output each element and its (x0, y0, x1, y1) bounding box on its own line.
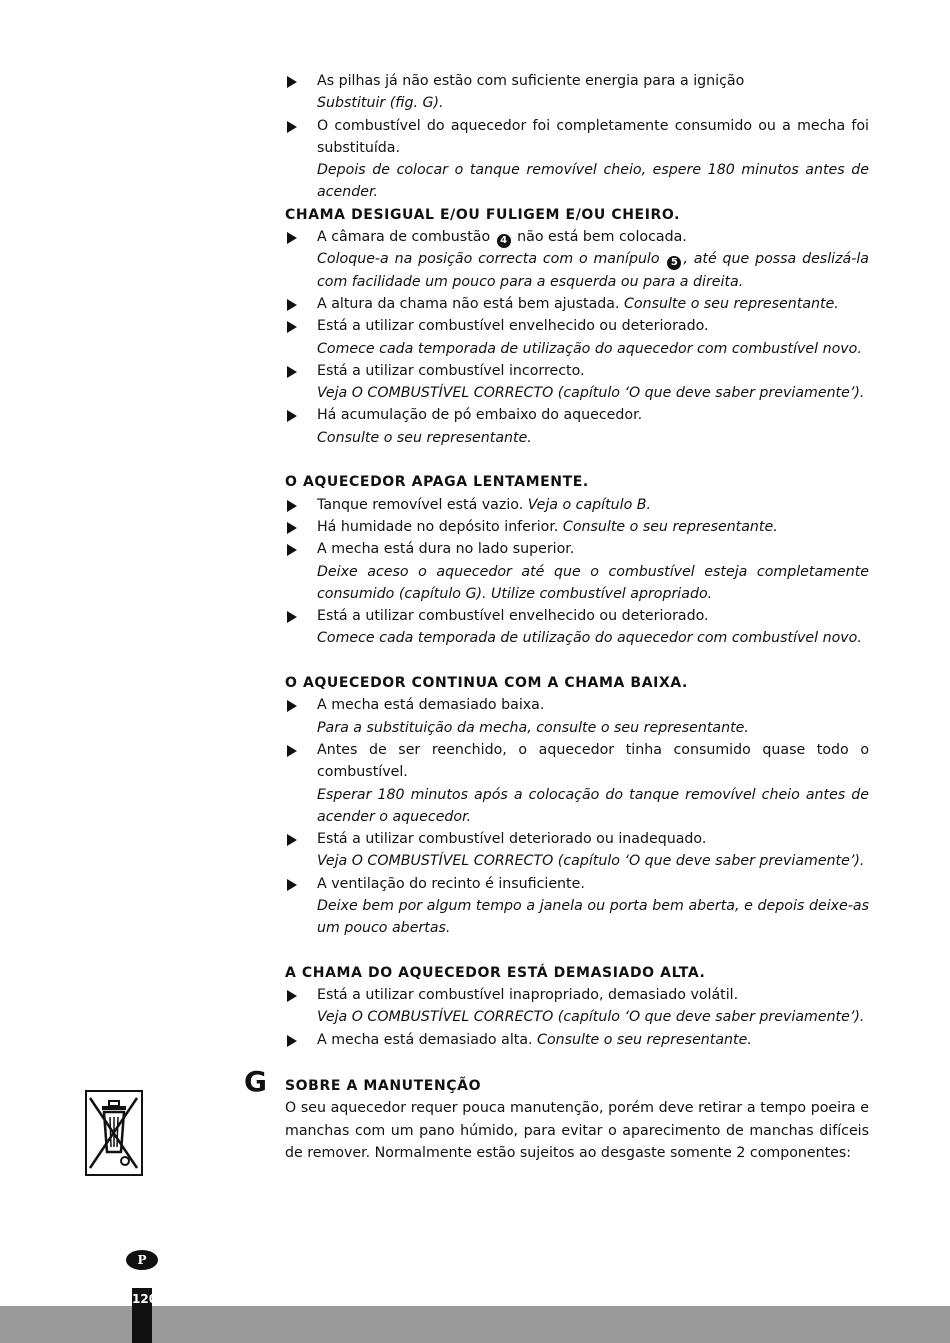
item-advice: Veja O COMBUSTÍVEL CORRECTO (capítulo ‘O que deve saber previamente’). (317, 853, 865, 870)
maintenance-body: O seu aquecedor requer pouca manutenção, porém deve retirar a tempo poeira e manchas com um pano húmido, para evitar o aparecimento de manchas difíceis de remover. Normalmente estão sujeitos ao desgaste somente 2 componentes: (285, 1100, 869, 1161)
triangle-bullet-icon (287, 299, 297, 311)
list-item (285, 315, 869, 360)
item-text: A câmara de combustão (317, 229, 495, 246)
item-advice-text: Consulte o seu representante. (624, 295, 839, 312)
list-item (285, 494, 869, 516)
triangle-bullet-icon (287, 700, 297, 712)
item-text: não está bem colocada. (512, 229, 687, 246)
item-advice: Esperar 180 minutos após a colocação do tanque removível cheio antes de acender o aquecedor. (317, 786, 869, 825)
list-item (285, 293, 869, 315)
item-advice: Comece cada temporada de utilização do aquecedor com combustível novo. (317, 630, 862, 647)
triangle-bullet-icon (287, 879, 297, 891)
item-advice-text: Coloque-a na posição correcta com o manípulo (317, 251, 666, 268)
callout-number-icon: 5 (667, 256, 681, 270)
item-text: Está a utilizar combustível envelhecido ou deteriorado. (317, 318, 709, 335)
item-advice (317, 248, 869, 293)
item-line (317, 873, 869, 895)
triangle-bullet-icon (287, 522, 297, 534)
item-text: Há acumulação de pó embaixo do aquecedor. (317, 407, 643, 424)
item-line (317, 315, 869, 337)
list-item (285, 538, 869, 605)
section-heading: O AQUECEDOR CONTINUA COM A CHAMA BAIXA. (285, 675, 688, 692)
triangle-bullet-icon (287, 121, 297, 133)
item-line (317, 538, 869, 560)
triangle-bullet-icon (287, 410, 297, 422)
problem-section (285, 471, 869, 649)
item-line (317, 293, 869, 315)
chapter-letter: G (244, 1065, 267, 1098)
list-item (285, 115, 869, 204)
language-badge: P (126, 1250, 158, 1270)
item-text: As pilhas já não estão com suficiente energia para a ignição (317, 73, 745, 89)
item-line (317, 828, 869, 850)
item-advice: Para a substituição da mecha, consulte o seu representante. (317, 719, 749, 736)
item-advice: Deixe aceso o aquecedor até que o combustível esteja completamente consumido (capítulo G). Utilize combustível apropriado. (317, 563, 869, 602)
item-text: Há humidade no depósito inferior. (317, 518, 563, 535)
list-item (285, 404, 869, 449)
item-line (317, 70, 869, 92)
item-advice-text: Consulte o seu representante. (562, 518, 778, 535)
problem-section (285, 204, 869, 449)
triangle-bullet-icon (287, 611, 297, 623)
item-line (317, 404, 869, 426)
problem-section (285, 70, 869, 204)
item-line (317, 494, 869, 516)
section-heading: CHAMA DESIGUAL E/OU FULIGEM E/OU CHEIRO. (285, 206, 681, 223)
item-advice: Comece cada temporada de utilização do aquecedor com combustível novo. (317, 340, 862, 357)
list-item (285, 605, 869, 650)
item-advice: Depois de colocar o tanque removível cheio, espere 180 minutos antes de acender. (317, 162, 869, 201)
page-number: 120 (132, 1292, 158, 1306)
item-text: A mecha está demasiado alta. (317, 1031, 538, 1048)
item-advice: Substituir (fig. G). (317, 95, 444, 112)
item-line (317, 360, 869, 382)
item-advice: Deixe bem por algum tempo a janela ou porta bem aberta, e depois deixe-as um pouco abertas. (317, 897, 869, 937)
list-item (285, 1029, 869, 1051)
triangle-bullet-icon (287, 544, 297, 556)
triangle-bullet-icon (287, 990, 297, 1002)
item-text: A mecha está demasiado baixa. (317, 697, 545, 714)
list-item (285, 226, 869, 293)
item-text: Antes de ser reenchido, o aquecedor tinha consumido quase todo o combustível. (317, 741, 869, 781)
list-item (285, 984, 869, 1029)
item-text: Está a utilizar combustível envelhecido ou deteriorado. (317, 608, 709, 625)
item-text: O combustível do aquecedor foi completamente consumido ou a mecha foi substituída. (317, 117, 869, 156)
triangle-bullet-icon (287, 500, 297, 512)
triangle-bullet-icon (287, 232, 297, 244)
item-line (317, 115, 869, 160)
item-text: Tanque removível está vazio. (317, 496, 528, 513)
item-text: A ventilação do recinto é insuficiente. (317, 875, 585, 892)
item-advice-text: Consulte o seu representante. (537, 1031, 752, 1048)
item-line (317, 605, 869, 627)
triangle-bullet-icon (287, 366, 297, 378)
list-item (285, 360, 869, 405)
triangle-bullet-icon (287, 321, 297, 333)
list-item (285, 694, 869, 739)
item-text: Está a utilizar combustível deteriorado ou inadequado. (317, 831, 707, 848)
maintenance-section (285, 1075, 869, 1164)
page-number-tab (132, 1288, 158, 1343)
callout-number-icon: 4 (497, 234, 511, 248)
item-line (317, 694, 869, 716)
crossed-out-bin-icon (85, 1090, 143, 1176)
list-item (285, 739, 869, 828)
problem-section (285, 962, 869, 1051)
triangle-bullet-icon (287, 76, 297, 88)
problem-section (285, 672, 869, 940)
item-advice: Consulte o seu representante. (317, 429, 532, 446)
item-text: Está a utilizar combustível incorrecto. (317, 362, 585, 379)
triangle-bullet-icon (287, 745, 297, 757)
item-advice: Veja O COMBUSTÍVEL CORRECTO (capítulo ‘O que deve saber previamente’). (317, 385, 865, 402)
triangle-bullet-icon (287, 834, 297, 846)
list-item (285, 873, 869, 940)
maintenance-heading: SOBRE A MANUTENÇÃO (285, 1078, 482, 1094)
item-line (317, 516, 869, 538)
triangle-bullet-icon (287, 1035, 297, 1047)
item-advice-text: Veja o capítulo B. (527, 496, 652, 513)
item-line (317, 739, 869, 784)
item-text: A altura da chama não está bem ajustada. (317, 295, 624, 312)
item-line (317, 984, 869, 1006)
list-item (285, 516, 869, 538)
item-line (317, 226, 869, 248)
section-heading: O AQUECEDOR APAGA LENTAMENTE. (285, 474, 589, 491)
item-advice-text: , até que possa deslizá-la com facilidade um pouco para a esquerda ou para a direita. (317, 251, 869, 290)
section-heading: A CHAMA DO AQUECEDOR ESTÁ DEMASIADO ALTA. (285, 964, 706, 981)
list-item (285, 828, 869, 873)
list-item (285, 70, 869, 115)
item-text: Está a utilizar combustível inapropriado, demasiado volátil. (317, 987, 739, 1004)
troubleshooting-content (285, 70, 869, 1073)
item-text: A mecha está dura no lado superior. (317, 541, 575, 558)
item-advice: Veja O COMBUSTÍVEL CORRECTO (capítulo ‘O que deve saber previamente’). (317, 1009, 865, 1026)
item-line (317, 1029, 869, 1051)
